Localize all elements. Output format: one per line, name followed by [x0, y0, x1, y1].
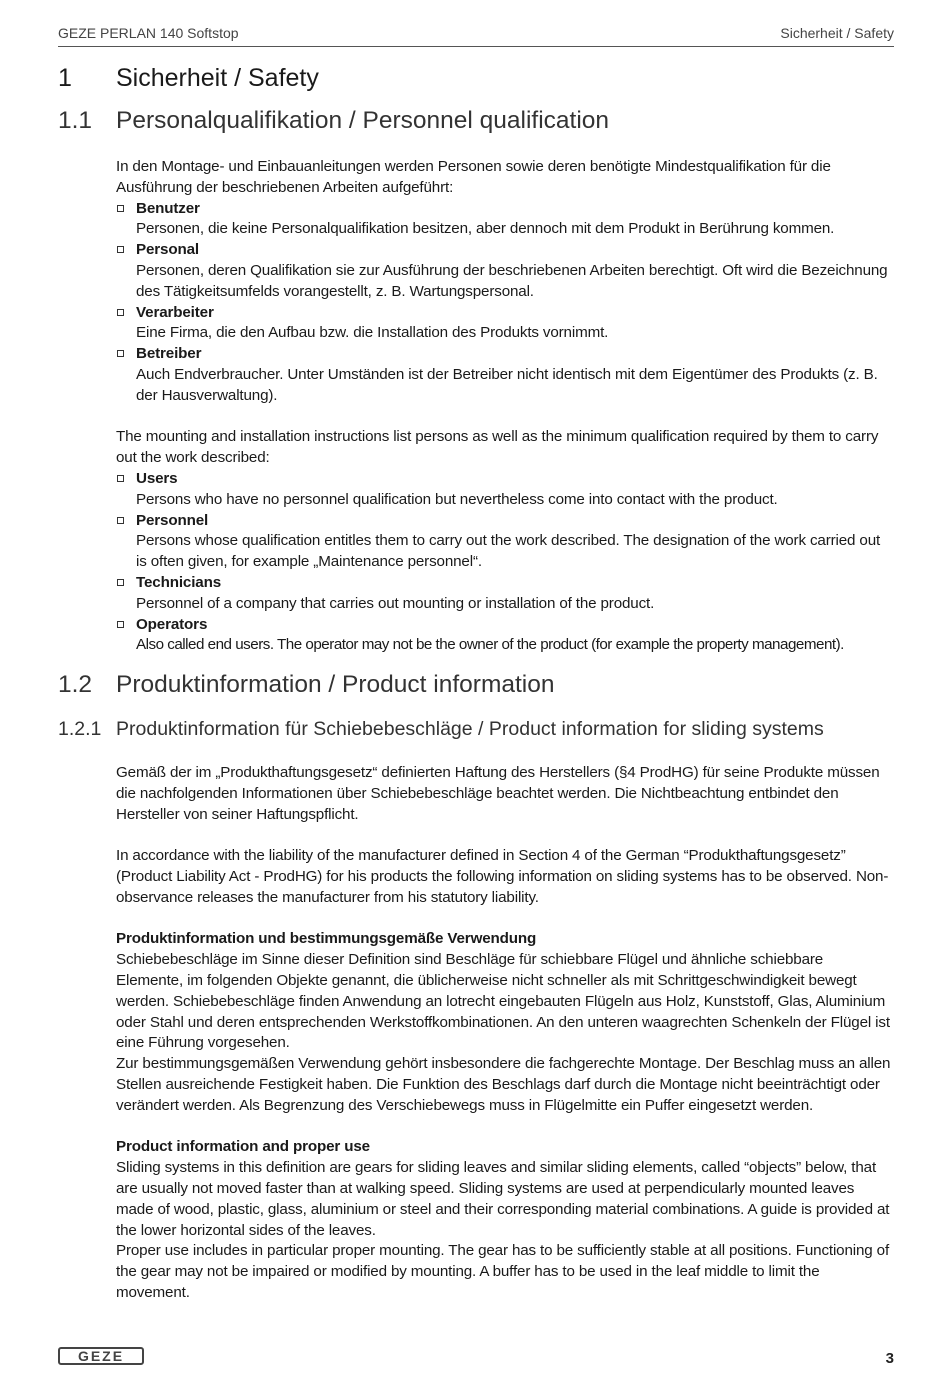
- proper-use-heading-de: Produktinformation und bestimmungsgemäße Verwendung: [116, 930, 537, 948]
- section-1-1-title: Personalqualifikation / Personnel qualification: [116, 107, 610, 134]
- list-item: [116, 469, 894, 511]
- list-item: [116, 303, 894, 345]
- bullet-square-icon: [117, 579, 124, 586]
- list-item: [116, 344, 894, 406]
- list-description: Eine Firma, die den Aufbau bzw. die Installation des Produkts vornimmt.: [136, 324, 609, 342]
- proper-use-paragraph-en-2: Proper use includes in particular proper mounting. The gear has to be sufficiently stable at all positions. Functioning of the gear may not be impaired or modified by mounting. A buffer has to be used in the leaf middle to limit the movement.: [116, 1242, 890, 1301]
- list-term: Verarbeiter: [136, 303, 214, 321]
- bullet-square-icon: [117, 309, 124, 316]
- proper-use-paragraph-de-2: Zur bestimmungsgemäßen Verwendung gehört insbesondere die fachgerechte Montage. Der Beschlag muss an allen Stellen ausreichende Festigkeit haben. Die Funktion des Beschlags darf durch die Montage nicht beeinträchtigt oder verändert werden. Als Begrenzung des Verschiebewegs muss in Flügelmitte ein Puffer eingesetzt werden.: [116, 1055, 891, 1114]
- list-term: Betreiber: [136, 345, 202, 363]
- list-description: Personen, die keine Personalqualifikation besitzen, aber dennoch mit dem Produkt in Berührung kommen.: [136, 220, 835, 238]
- qualification-list-en: [116, 469, 894, 656]
- list-description: Persons who have no personnel qualification but nevertheless come into contact with the product.: [136, 490, 778, 508]
- product-info-content: [116, 763, 894, 1304]
- proper-use-paragraph-de-1: Schiebebeschläge im Sinne dieser Definition sind Beschläge für schiebbare Flügel und ähnliche schiebbare Elemente, im folgenden Objekte genannt, die üblicherweise nicht schneller als mit Schrittgeschwindigkeit bewegt werden. Schiebebeschläge finden Anwendung an lotrecht eingebauten Flügeln aus Holz, Kunststoff, Glas, Aluminium oder Stahl und deren entsprechenden Werkstoffkombinationen. An den unteren waagrechten Schenkeln der Flügel ist eine Führung vorgesehen.: [116, 951, 890, 1052]
- list-item: [116, 573, 894, 615]
- bullet-square-icon: [117, 517, 124, 524]
- list-term: Personnel: [136, 511, 209, 529]
- bullet-square-icon: [117, 205, 124, 212]
- section-1-1-number: 1.1: [58, 107, 93, 134]
- list-item: [116, 511, 894, 573]
- section-1-2-number: 1.2: [58, 671, 93, 698]
- list-term: Benutzer: [136, 199, 200, 217]
- section-1-2-1-title: Produktinformation für Schiebebeschläge / Product information for sliding systems: [116, 718, 824, 740]
- qualification-content: [116, 157, 894, 656]
- liability-paragraph-en: In accordance with the liability of the manufacturer defined in Section 4 of the German “Produkthaftungsgesetz” (Product Liability Act - ProdHG) for his products the following information on sliding systems has to be observed. Non-observance releases the manufacturer from his statutory liability.: [116, 847, 889, 906]
- proper-use-paragraph-en-1: Sliding systems in this definition are gears for sliding leaves and similar sliding elements, called “objects” below, that are usually not moved faster than at walking speed. Sliding systems are used at perpendicularly mounted leaves made of wood, plastic, glass, aluminium or steel and their corresponding material combinations. A guide is provided at the lower horizontal sides of the leaves.: [116, 1159, 890, 1239]
- bullet-square-icon: [117, 621, 124, 628]
- list-description: Persons whose qualification entitles them to carry out the work described. The designation of the work carried out is often given, for example „Maintenance personnel“.: [136, 532, 881, 571]
- geze-logo: [58, 1347, 144, 1365]
- list-description: Personen, deren Qualifikation sie zur Ausführung der beschriebenen Arbeiten berechtigt. Oft wird die Bezeichnung des Tätigkeitsumfelds vorangestellt, z. B. Wartungspersonal.: [136, 261, 888, 300]
- page-number: 3: [885, 1350, 894, 1367]
- section-1-2-1-number: 1.2.1: [58, 718, 102, 740]
- list-item: [116, 199, 894, 241]
- list-term: Operators: [136, 615, 208, 633]
- header-section-name: Sicherheit / Safety: [780, 25, 894, 41]
- section-1-number: 1: [58, 64, 72, 92]
- list-term: Personal: [136, 241, 199, 259]
- header-product-name: GEZE PERLAN 140 Softstop: [58, 25, 239, 41]
- qualification-list-de: [116, 199, 894, 407]
- running-header: [58, 24, 894, 47]
- bullet-square-icon: [117, 350, 124, 357]
- list-item: [116, 240, 894, 302]
- list-item: [116, 615, 894, 657]
- bullet-square-icon: [117, 246, 124, 253]
- qualification-intro-en: The mounting and installation instructions list persons as well as the minimum qualification required by them to carry out the work described:: [116, 428, 879, 467]
- qualification-intro-de: In den Montage- und Einbauanleitungen werden Personen sowie deren benötigte Mindestqualifikation für die Ausführung der beschriebenen Arbeiten aufgeführt:: [116, 158, 831, 196]
- logo-text: GEZE: [77, 1348, 125, 1364]
- list-term: Technicians: [136, 573, 222, 591]
- section-1-title: Sicherheit / Safety: [116, 64, 319, 92]
- list-term: Users: [136, 469, 178, 487]
- proper-use-heading-en: Product information and proper use: [116, 1138, 370, 1156]
- list-description: Auch Endverbraucher. Unter Umständen ist der Betreiber nicht identisch mit dem Eigentümer des Produkts (z. B. der Hausverwaltung).: [136, 365, 878, 404]
- list-description: Personnel of a company that carries out mounting or installation of the product.: [136, 594, 655, 612]
- list-description: Also called end users. The operator may not be the owner of the product (for example the property management).: [136, 636, 844, 654]
- section-1-2-title: Produktinformation / Product information: [116, 671, 555, 698]
- bullet-square-icon: [117, 475, 124, 482]
- liability-paragraph-de: Gemäß der im „Produkthaftungsgesetz“ definierten Haftung des Herstellers (§4 ProdHG) für seine Produkte müssen die nachfolgenden Informationen über Schiebebeschläge beachtet werden. Die Nichtbeachtung entbindet den Hersteller von seiner Haftungspflicht.: [116, 764, 880, 823]
